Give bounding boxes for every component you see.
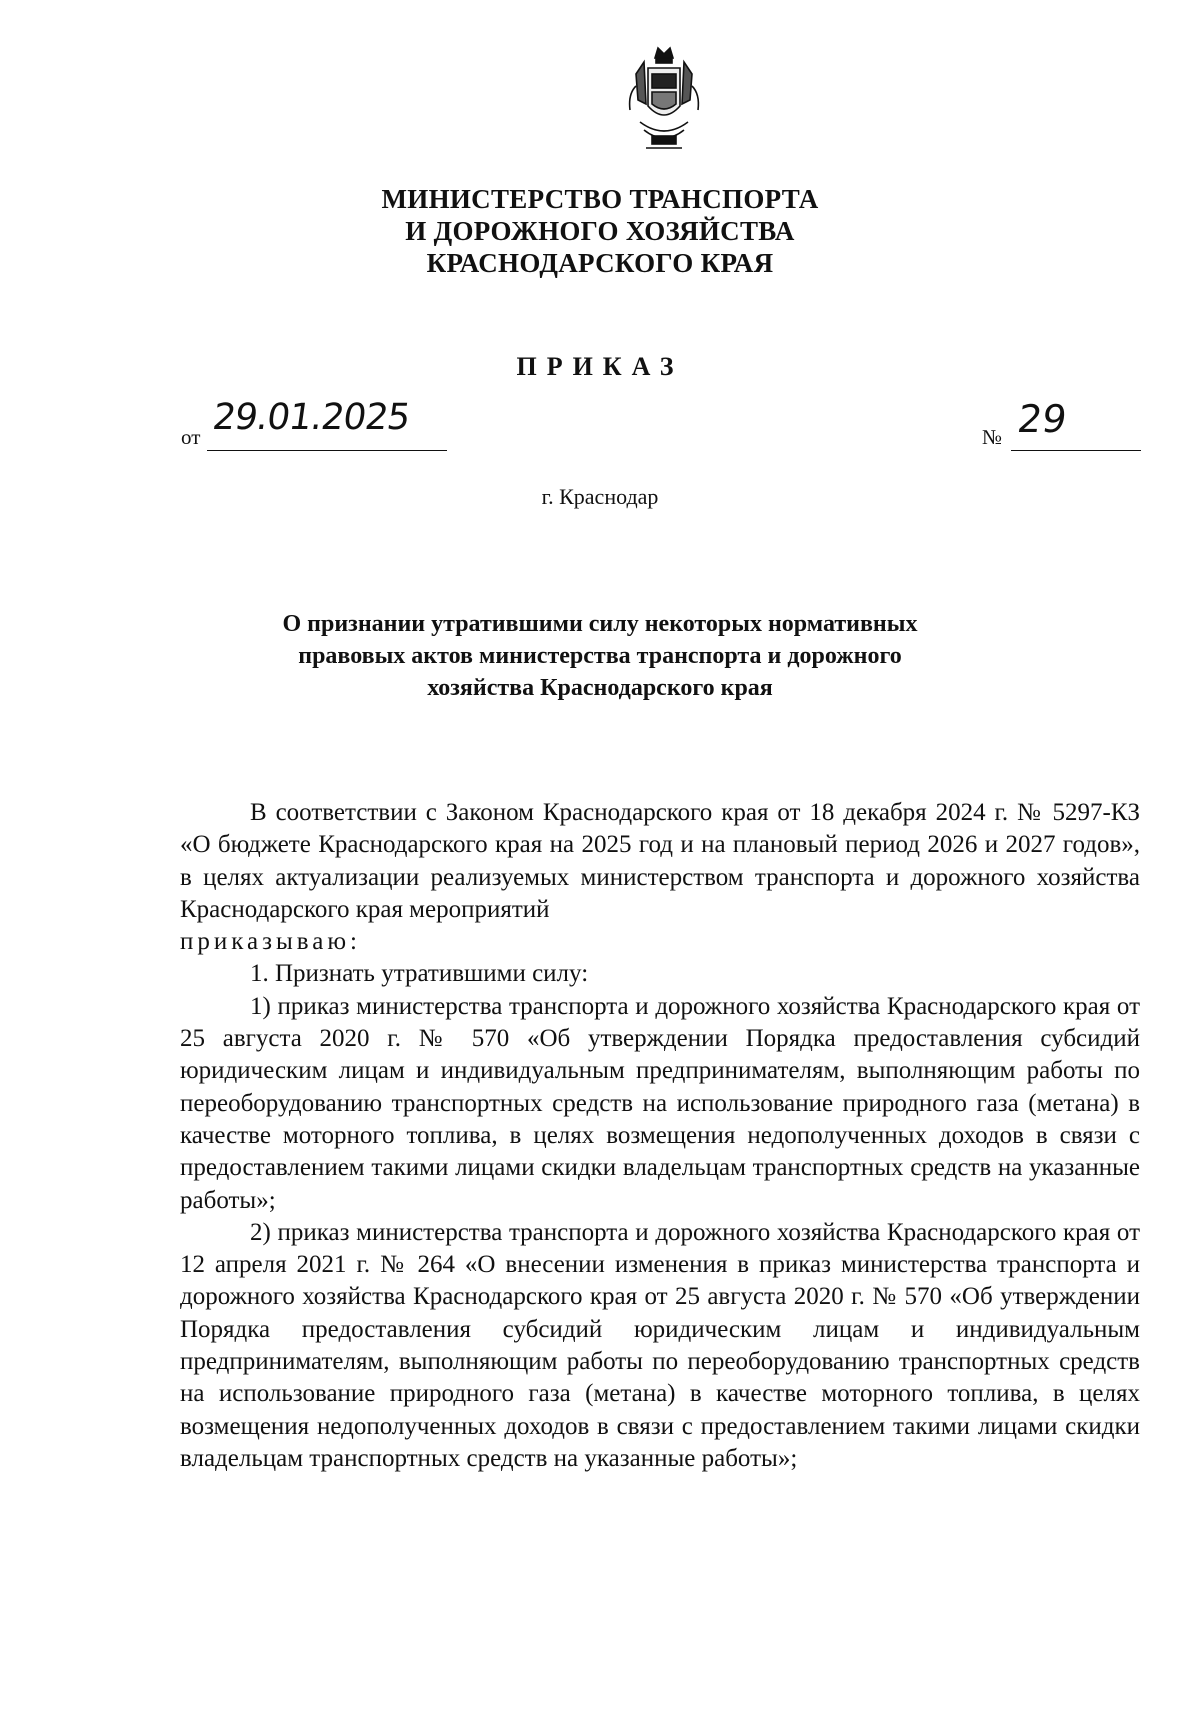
handwritten-number: 29 <box>1014 397 1070 441</box>
ministry-line-3: КРАСНОДАРСКОГО КРАЯ <box>426 248 774 278</box>
ministry-line-2: И ДОРОЖНОГО ХОЗЯЙСТВА <box>405 216 795 246</box>
date-prefix: от <box>181 425 201 449</box>
subpoint-2: 2) приказ министерства транспорта и дорожного хозяйства Краснодарского края от 12 апреля 2021 г. № 264 «О внесении изменения в приказ министерства транспорта и дорожного хозяйства Краснодарского края от 25 августа 2020 г. № 570 «Об утверждении Порядка предоставления субсидий юридическим лицам и индивидуальным предпринимателям, выполняющим работы по переоборудованию транспортных средств на использование природного газа (метана) в качестве моторного топлива, в целях возмещения недополученных доходов в связи с предоставлением такими лицами скидки владельцам транспортных средств на указанные работы»; <box>180 1218 1140 1472</box>
city: г. Краснодар <box>541 484 659 509</box>
subpoint-1: 1) приказ министерства транспорта и дорожного хозяйства Краснодарского края от 25 августа 2020 г. № 570 «Об утверждении Порядка предоставления субсидий юридическим лицам и индивидуальным предпринимателям, выполняющим работы по переоборудованию транспортных средств на использование природного газа (метана) в качестве моторного топлива, в целях возмещения недополученных доходов в связи с предоставлением такими лицами скидки владельцам транспортных средств на указанные работы»; <box>180 992 1140 1214</box>
subject-line-2: правовых актов министерства транспорта и дорожного <box>298 643 902 669</box>
order-word-text: приказываю: <box>180 928 361 956</box>
ministry-name <box>200 183 1000 279</box>
document-type: ПРИКАЗ <box>516 352 684 381</box>
subject-line-3: хозяйства Краснодарского края <box>427 675 773 701</box>
ministry-line-1: МИНИСТЕРСТВО ТРАНСПОРТА <box>381 184 819 214</box>
order-word <box>180 926 1140 958</box>
point-1: 1. Признать утратившими силу: <box>250 960 589 988</box>
document-subject <box>230 608 970 704</box>
preamble-paragraph: В соответствии с Законом Краснодарского края от 18 декабря 2024 г. № 5297-КЗ «О бюджете Краснодарского края на 2025 год и на плановый период 2026 и 2027 годов», в целях актуализации реализуемых министерством транспорта и дорожного хозяйства Краснодарского края мероприятий <box>180 799 1140 923</box>
subject-line-1: О признании утратившими силу некоторых нормативных <box>282 611 918 637</box>
number-prefix: № <box>982 425 1003 449</box>
handwritten-date: 29.01.2025 <box>210 397 413 438</box>
coat-of-arms-icon <box>622 44 706 156</box>
document-body <box>180 797 1140 1475</box>
